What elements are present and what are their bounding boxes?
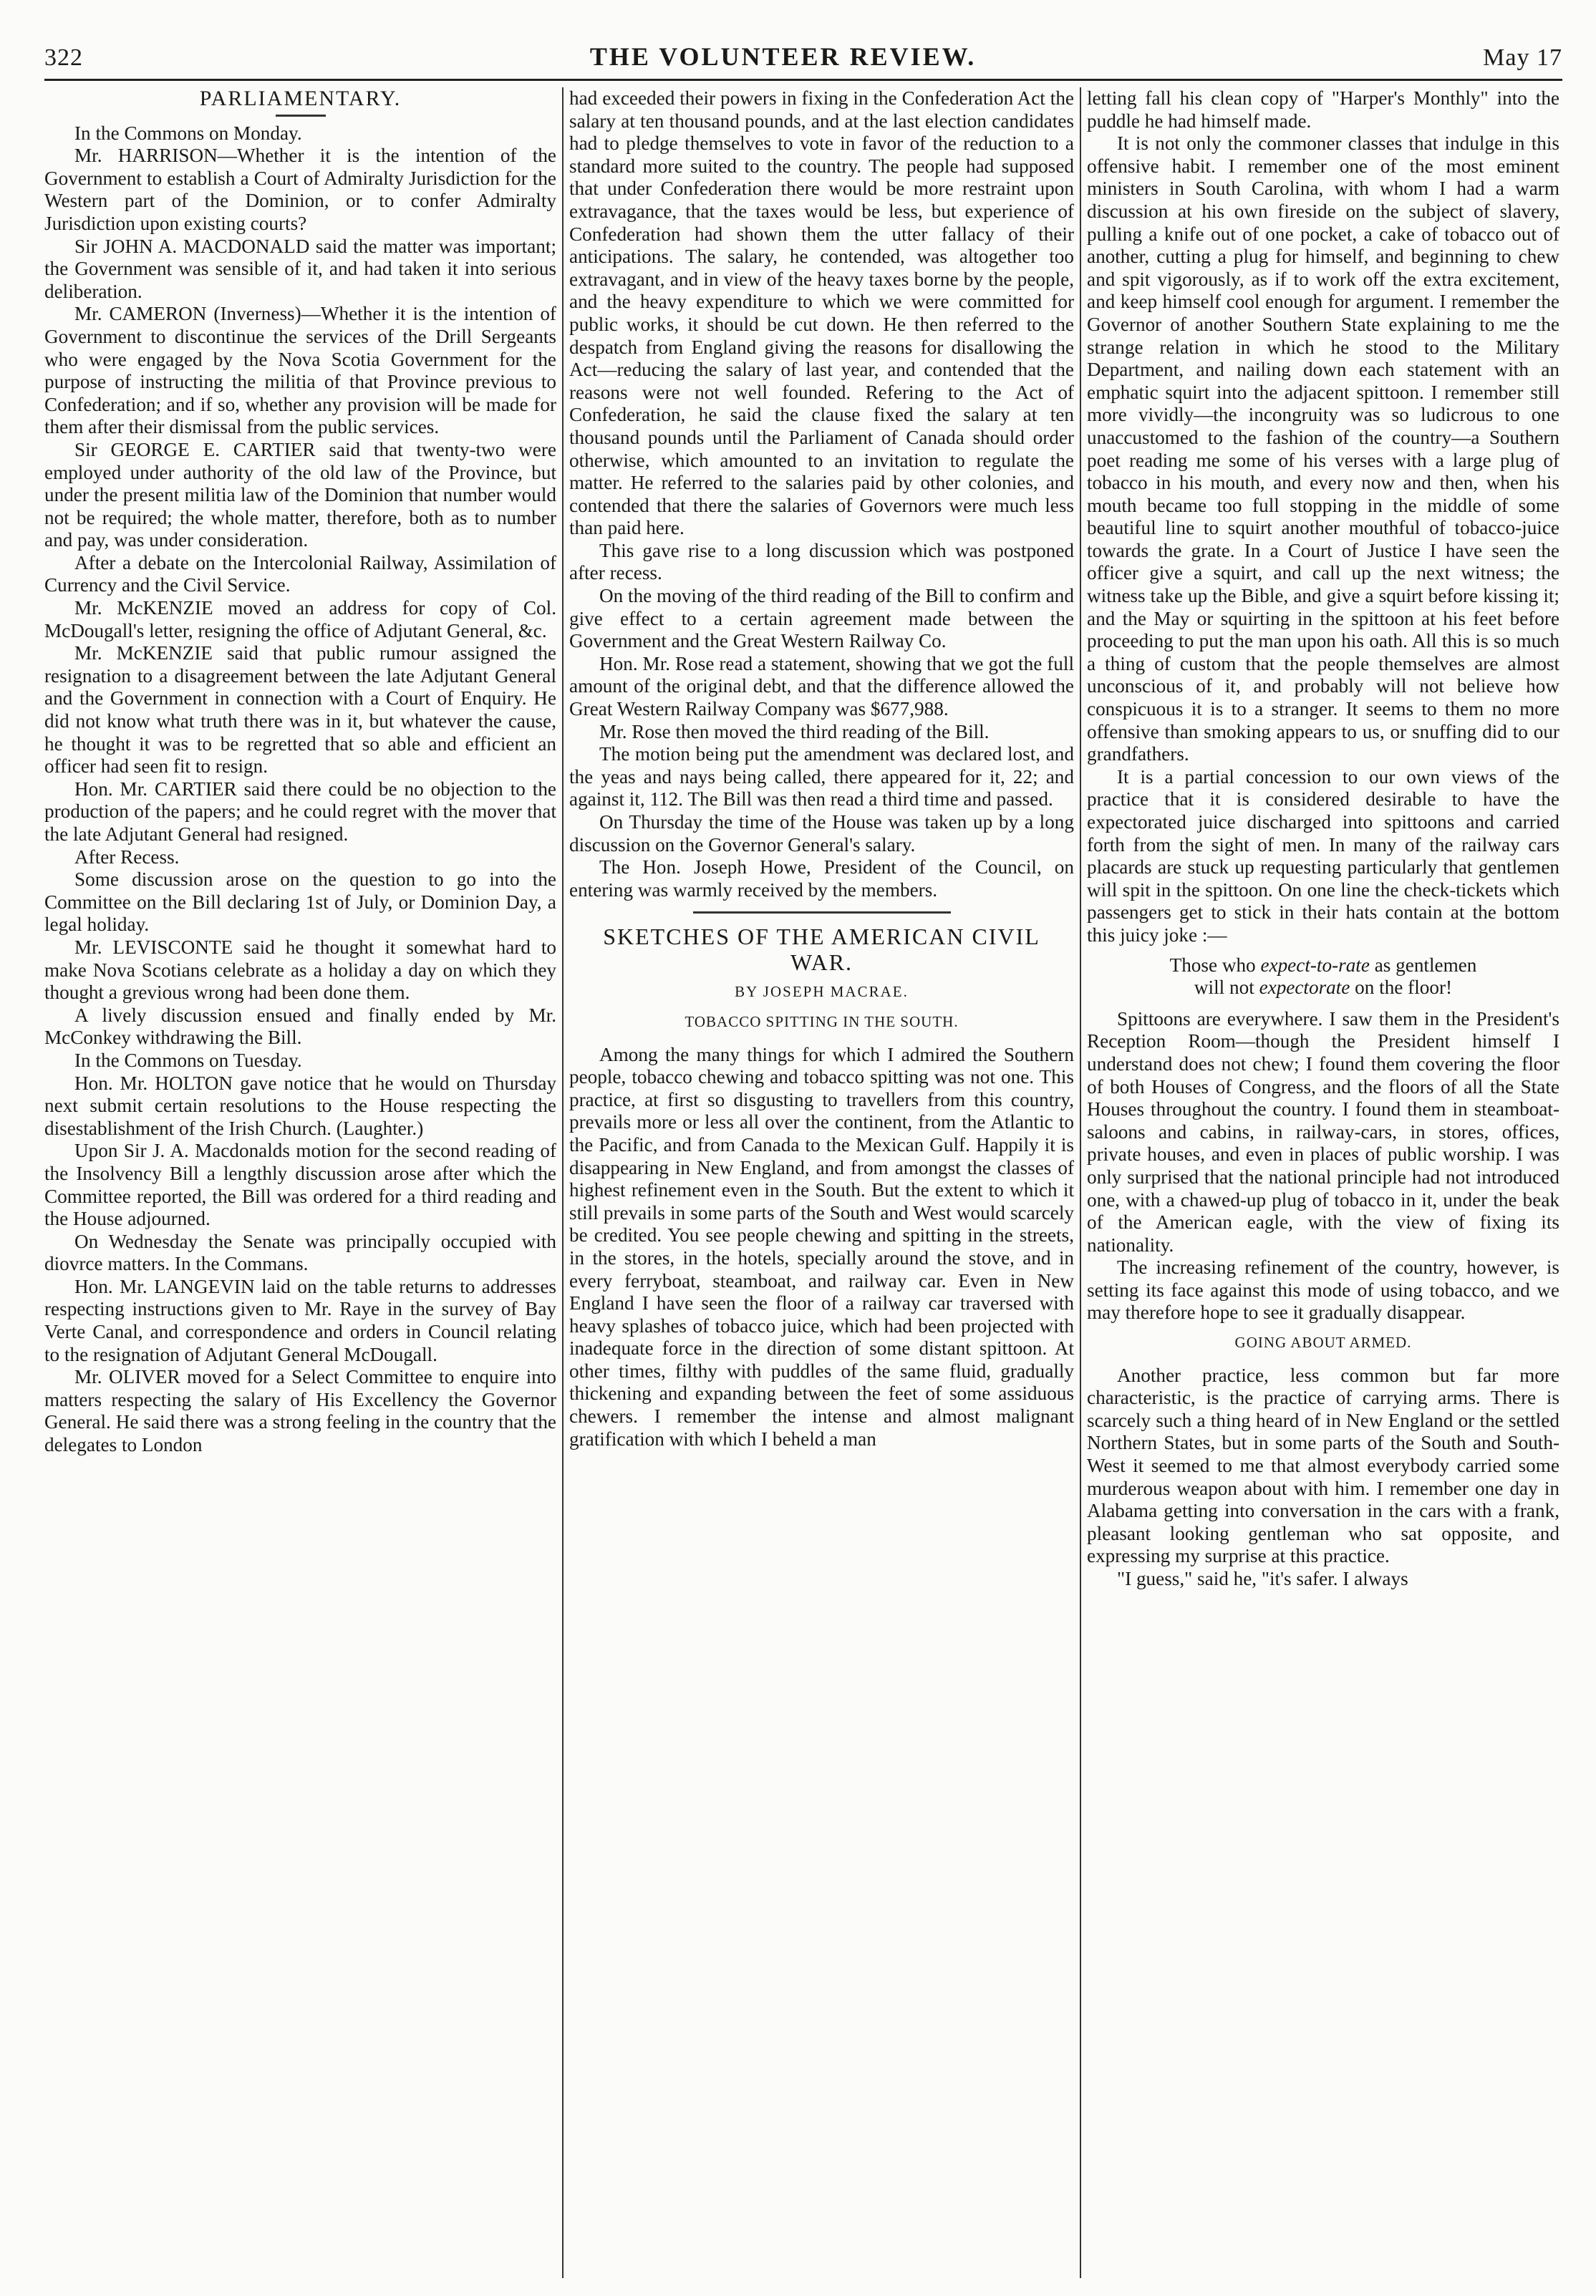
issue-date: May 17	[1483, 44, 1562, 71]
paragraph: The motion being put the amendment was declared lost, and the yeas and nays being called, there appeared for it, 22; and against it, 112. The Bill was then read a third time and passed.	[569, 743, 1074, 810]
paragraph: Sir JOHN A. MACDONALD said the matter was important; the Government was sensible of it, and had taken it into serious deliberation.	[44, 235, 556, 302]
paragraph: On the moving of the third reading of the Bill to confirm and give effect to a certain agreement made between the Government and the Great Western Railway Co.	[569, 585, 1074, 652]
paragraph: Mr. CAMERON (Inverness)—Whether it is the intention of Government to discontinue the services of the Drill Sergeants who were engaged by the Nova Scotia Government for the purpose of instructing the militia of that Province previous to Confederation; and if so, whether any provision will be made for them after their dismissal from the public services.	[44, 303, 556, 438]
paragraph: The Hon. Joseph Howe, President of the Council, on entering was warmly received by the members.	[569, 856, 1074, 901]
column-3	[1087, 87, 1559, 2278]
column-1	[44, 87, 556, 2278]
paragraph: Hon. Mr. CARTIER said there could be no objection to the production of the papers; and he could regret with the mover that the late Adjutant General had resigned.	[44, 778, 556, 845]
paragraph: After a debate on the Intercolonial Railway, Assimilation of Currency and the Civil Service.	[44, 551, 556, 596]
page-number: 322	[44, 44, 83, 71]
paragraph: This gave rise to a long discussion which was postponed after recess.	[569, 539, 1074, 584]
column-divider	[562, 87, 564, 2278]
paragraph: letting fall his clean copy of "Harper's Monthly" into the puddle he had himself made.	[1087, 87, 1559, 132]
paragraph: Mr. HARRISON—Whether it is the intention of the Government to establish a Court of Admiralty Jurisdiction for the Western part of the Dominion, or to confer Admiralty Jurisdiction upon existing courts?	[44, 145, 556, 234]
paragraph: Mr. OLIVER moved for a Select Committee to enquire into matters respecting the salary of His Excellency the Governor General. He said there was a strong feeling in the country that the delegates to London	[44, 1366, 556, 1456]
paragraph: Spittoons are everywhere. I saw them in the President's Reception Room—though the President himself I understand does not chew; I found them covering the floor of both Houses of Congress, and the floors of all the State Houses throughout the country. I found them in steamboat-saloons and cabins, in railway-cars, in stores, offices, private houses, and even in places of public worship. I was only surprised that the national principle had not introduced one, with a chawed-up plug of tobacco in it, under the beak of the American eagle, with the view of fixing its nationality.	[1087, 1007, 1559, 1256]
joke-emphasis: expectorate	[1259, 977, 1350, 999]
paragraph: The increasing refinement of the country, however, is setting its face against this mode of using tobacco, and we may therefore hope to see it gradually disappear.	[1087, 1256, 1559, 1324]
column-divider	[1080, 87, 1081, 2278]
column-2	[569, 87, 1074, 2278]
subheading: TOBACCO SPITTING IN THE SOUTH.	[685, 1012, 959, 1030]
paragraph: Some discussion arose on the question to go into the Committee on the Bill declaring 1st of July, or Dominion Day, a legal holiday.	[44, 868, 556, 936]
paragraph: Sir GEORGE E. CARTIER said that twenty-two were employed under authority of the old law of the Province, but under the present militia law of the Dominion that number would not be required; the whole matter, therefore, both as to number and pay, was under consideration.	[44, 438, 556, 551]
paragraph: Another practice, less common but far more characteristic, is the practice of carrying arms. There is scarcely such a thing heard of in New England or the settled Northern States, but in some parts of the South and South-West it seemed to me that almost everybody carried some murderous weapon about with him. I remember one day in Alabama getting into conversation in the cars with a frank, pleasant looking gentleman who sat opposite, and expressing my surprise at this practice.	[1087, 1364, 1559, 1567]
paragraph: On Thursday the time of the House was taken up by a long discussion on the Governor General's salary.	[569, 811, 1074, 856]
joke-text: will not	[1194, 977, 1259, 999]
paragraph: A lively discussion ensued and finally ended by Mr. McConkey withdrawing the Bill.	[44, 1004, 556, 1049]
joke-emphasis: expect-to-rate	[1260, 954, 1370, 976]
paragraph: Among the many things for which I admired the Southern people, tobacco chewing and tobacco spitting was not one. This practice, at first so disgusting to travellers from this country, prevails more or less all over the continent, from the Atlantic to the Pacific, and from Canada to the Mexican Gulf. Happily it is disappearing in New England, and from amongst the classes of highest refinement even in the South. But the extent to which it still prevails in some parts of the South and West would scarcely be credited. You see people chewing and spitting in the streets, in the stores, in the hotels, specially around the stove, and in every ferryboat, steamboat, and railway car. Even in New England I have seen the floor of a railway car traversed with heavy splashes of tobacco juice, which had been projected with inadequate force in the direction of some distant spittoon. At other times, filthy with puddles of the same fluid, gradually thickening and expanding between the feet of some assiduous chewers. I remember the intense and almost malignant gratification with which I beheld a man	[569, 1043, 1074, 1450]
newspaper-title: THE VOLUNTEER REVIEW.	[589, 42, 977, 71]
paragraph: Mr. McKENZIE said that public rumour assigned the resignation to a disagreement between the late Adjutant General and the Government in connection with a Court of Enquiry. He did not know what truth there was in it, but whatever the cause, he thought it was to be regretted that so able and efficient an officer had seen fit to resign.	[44, 642, 556, 778]
paragraph: In the Commons on Monday.	[74, 122, 302, 144]
paragraph: had exceeded their powers in fixing in the Confederation Act the salary at ten thousand pounds, and at the last election candidates had to pledge themselves to vote in favor of the reduction to a standard more suited to the country. The people had supposed that under Confederation there would be more restraint upon extravagance, that the taxes would be less, but experience of Confederation had shown them the utter fallacy of their anticipations. The salary, he contended, was altogether too extravagant, and in view of the heavy taxes borne by the people, and the heavy expenditure to which we were committed for public works, it should be cut down. He then referred to the despatch from England giving the reasons for disallowing the Act—reducing the salary of last year, and contended that the reasons were not well founded. Refering to the Act of Confederation, he said the clause fixed the salary at ten thousand pounds until the Parliament of Canada should order otherwise, which amounted to an invitation to regulate the matter. He referred to the salaries paid by other colonies, and contended that there the salaries of Governors were much less than paid here.	[569, 87, 1074, 539]
paragraph: "I guess," said he, "it's safer. I always	[1117, 1568, 1408, 1589]
byline: BY JOSEPH MACRAE.	[735, 983, 909, 1001]
subheading: GOING ABOUT ARMED.	[1234, 1334, 1412, 1352]
paragraph: On Wednesday the Senate was principally occupied with diovrce matters. In the Commans.	[44, 1230, 556, 1275]
paragraph: Mr. LEVISCONTE said he thought it somewhat hard to make Nova Scotians celebrate as a holiday a day on which they thought a grevious wrong had been done them.	[44, 936, 556, 1004]
paragraph: Hon. Mr. HOLTON gave notice that he would on Thursday next submit certain resolutions to the House respecting the disestablishment of the Irish Church. (Laughter.)	[44, 1072, 556, 1139]
paragraph: Hon. Mr. Rose read a statement, showing that we got the full amount of the original debt, and that the difference allowed the Great Western Railway Company was $677,988.	[569, 652, 1074, 720]
heading-rule	[276, 115, 326, 117]
paragraph: It is a partial concession to our own views of the practice that it is considered desirable to have the expectorated juice discharged into spittoons and carried forth from the sight of men. In many of the railway cars placards are stuck up requesting particularly that gentlemen will spit in the spittoon. On one line the check-tickets which passengers get to stick in their hats contain at the bottom this juicy joke :—	[1087, 765, 1559, 946]
quoted-joke	[1087, 954, 1559, 999]
paragraph: Upon Sir J. A. Macdonalds motion for the second reading of the Insolvency Bill a lengthly discussion arose after which the Committee reported, the Bill was ordered for a third reading and the House adjourned.	[44, 1140, 556, 1230]
joke-text: Those who	[1169, 954, 1261, 976]
article-heading: SKETCHES OF THE AMERICAN CIVIL WAR.	[603, 924, 1040, 976]
paragraph: Hon. Mr. LANGEVIN laid on the table returns to addresses respecting instructions given to Mr. Raye in the survey of Bay Verte Canal, and correspondence and orders in Council relating to the resignation of Adjutant General McDougall.	[44, 1275, 556, 1365]
ornamental-rule	[693, 911, 951, 914]
paragraph: In the Commons on Tuesday.	[74, 1049, 302, 1071]
header-rule	[44, 79, 1562, 81]
page-header	[44, 42, 1562, 76]
section-heading-parliamentary: PARLIAMENTARY.	[199, 87, 402, 110]
paragraph: It is not only the commoner classes that indulge in this offensive habit. I remember one of the most eminent ministers in South Carolina, with whom I had a warm discussion at his own fireside on the subject of slavery, pulling a knife out of one pocket, a cake of tobacco out of another, cutting a plug for himself, and beginning to chew and spit vigorously, as if to work off the extra excitement, and keep himself cool enough for argument. I remember the Governor of another Southern State explaining to me the strange relation in which he stood to the Military Department, and nailing down each statement with an emphatic squirt into the adjacent spittoon. I remember still more vividly—the incongruity was so ludicrous to one unaccustomed to the fashion of the country—a Southern poet reading me some of his verses with a large plug of tobacco in his mouth, and every now and then, when his mouth became too full stopping in the middle of some beautiful line to squirt another mouthful of tobacco-juice towards the grate. In a Court of Justice I have seen the officer give a squirt, and call up the next witness; the witness take up the Bible, and give a squirt before kissing it; and the May or squirting in the spittoon at his feet before proceeding to put the man upon his oath. All this is so much a thing of custom that the people themselves are almost unconscious of it, and probably will not believe how conspicuous it is to a stranger. It seems to them no more offensive than smoking appears to us, or snuffing did to our grandfathers.	[1087, 132, 1559, 765]
joke-text: on the floor!	[1350, 977, 1453, 999]
paragraph: Mr. Rose then moved the third reading of the Bill.	[599, 720, 990, 742]
paragraph: Mr. McKENZIE moved an address for copy of Col. McDougall's letter, resigning the office of Adjutant General, &c.	[44, 597, 556, 641]
joke-text: as gentlemen	[1369, 954, 1477, 976]
paragraph: After Recess.	[74, 846, 180, 868]
